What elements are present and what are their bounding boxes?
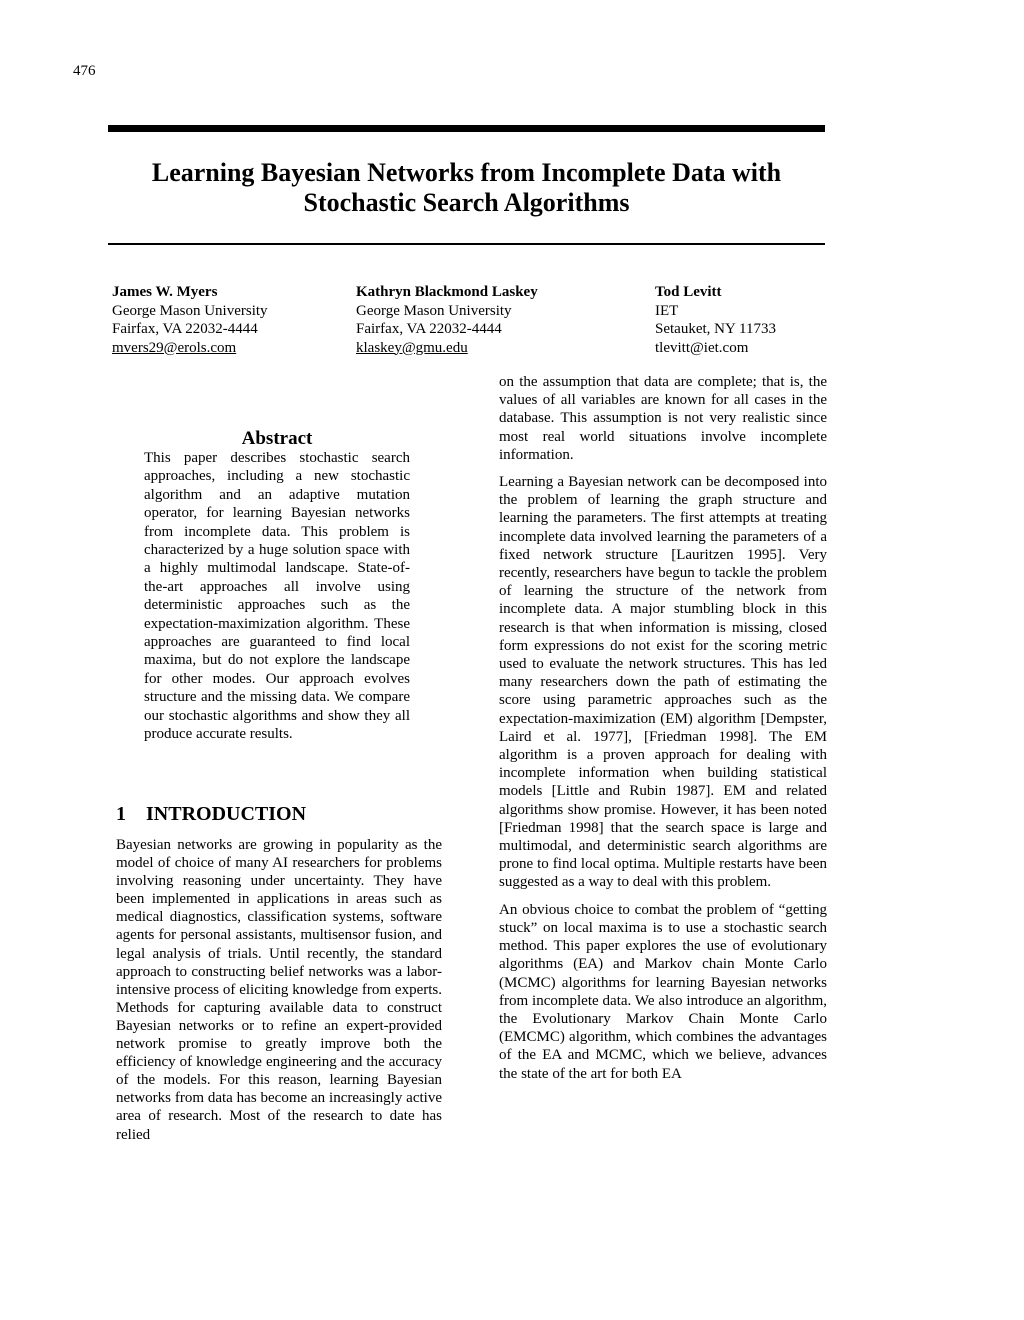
author-affiliation: George Mason University	[356, 302, 512, 319]
paper-title	[108, 158, 825, 218]
author-block-laskey	[356, 283, 538, 357]
title-bottom-rule	[108, 243, 825, 245]
author-affiliation: George Mason University	[112, 302, 268, 319]
author-block-myers	[112, 283, 268, 357]
intro-paragraph-right-1: on the assumption that data are complete; that is, the values of all variables are known for all cases in the database. This assumption is not very realistic since most real world situations involve incomplete information.	[499, 374, 827, 463]
abstract-text: This paper describes stochastic search approaches, including a new stochastic algorithm and an adaptive mutation operator, for learning Bayesian networks from incomplete data. This problem is characterized by a huge solution space with a highly multimodal landscape. State-of-the-art approaches all involve using deterministic approaches such as the expectation-maximization algorithm. These approaches are guaranteed to find local maxima, but do not explore the landscape for other modes. Our approach evolves structure and the missing data. We compare our stochastic algorithms and show they all produce accurate results.	[144, 450, 410, 743]
author-address: Setauket, NY 11733	[655, 321, 776, 337]
author-email: tlevitt@iet.com	[655, 339, 749, 356]
author-address: Fairfax, VA 22032-4444	[356, 321, 502, 337]
intro-paragraph-right-2: Learning a Bayesian network can be decomposed into the problem of learning the graph structure and learning the parameters. The first attempts at treating incomplete data involved learning the parameters of a fixed network structure [Lauritzen 1995]. Very recently, researchers have begun to tackle the problem of learning the structure of the network from incomplete data. A major stumbling block in this research is that when information is missing, closed form expressions do not exist for the scoring metric used to evaluate the network structures. This has led many researchers down the path of estimating the score using parametric approaches such as the expectation-maximization (EM) algorithm [Dempster, Laird et al. 1977], [Friedman 1998]. The EM algorithm is a proven approach for dealing with incomplete information when building statistical models [Little and Rubin 1987]. EM and related algorithms show promise. However, it has been noted [Friedman 1998] that the search space is large and multimodal, and deterministic search algorithms are prone to find local optima. Multiple restarts have been suggested as a way to deal with this problem.	[499, 474, 827, 891]
title-line-1: Learning Bayesian Networks from Incomplete Data with	[151, 158, 782, 187]
section-title: INTRODUCTION	[146, 803, 307, 825]
author-email[interactable]: klaskey@gmu.edu	[356, 339, 468, 356]
author-address: Fairfax, VA 22032-4444	[112, 321, 258, 337]
author-name: Tod Levitt	[655, 284, 722, 300]
author-affiliation: IET	[655, 302, 679, 319]
author-name: James W. Myers	[112, 284, 218, 300]
title-top-rule	[108, 125, 825, 132]
title-line-2: Stochastic Search Algorithms	[303, 188, 630, 217]
author-email[interactable]: mvers29@erols.com	[112, 339, 237, 356]
section-number: 1	[116, 803, 126, 825]
intro-paragraph-left: Bayesian networks are growing in popularity as the model of choice of many AI researchers for problems involving reasoning under uncertainty. They have been implemented in applications in areas such as medical diagnostics, classification systems, software agents for personal assistants, multisensor fusion, and legal analysis of trials. Until recently, the standard approach to constructing belief networks was a labor-intensive process of eliciting knowledge from experts. Methods for capturing available data to construct Bayesian networks or to refine an expert-provided network promise to greatly improve both the efficiency of knowledge engineering and the accuracy of the models. For this reason, learning Bayesian networks from data has become an increasingly active area of research. Most of the research to date has relied	[116, 837, 442, 1143]
author-name: Kathryn Blackmond Laskey	[356, 284, 538, 300]
page-number: 476	[73, 63, 96, 79]
intro-paragraph-right-3: An obvious choice to combat the problem of “getting stuck” on local maxima is to use a stochastic search method. This paper explores the use of evolutionary algorithms (EA) and Markov chain Monte Carlo (MCMC) algorithms for learning Bayesian networks from incomplete data. We also introduce an algorithm, the Evolutionary Markov Chain Monte Carlo (EMCMC) algorithm, which combines the advantages of the EA and MCMC, which we believe, advances the state of the art for both EA	[499, 901, 827, 1082]
author-block-levitt	[655, 283, 776, 357]
right-column	[499, 373, 827, 1083]
section-heading	[116, 803, 446, 826]
abstract-heading: Abstract	[241, 428, 313, 449]
